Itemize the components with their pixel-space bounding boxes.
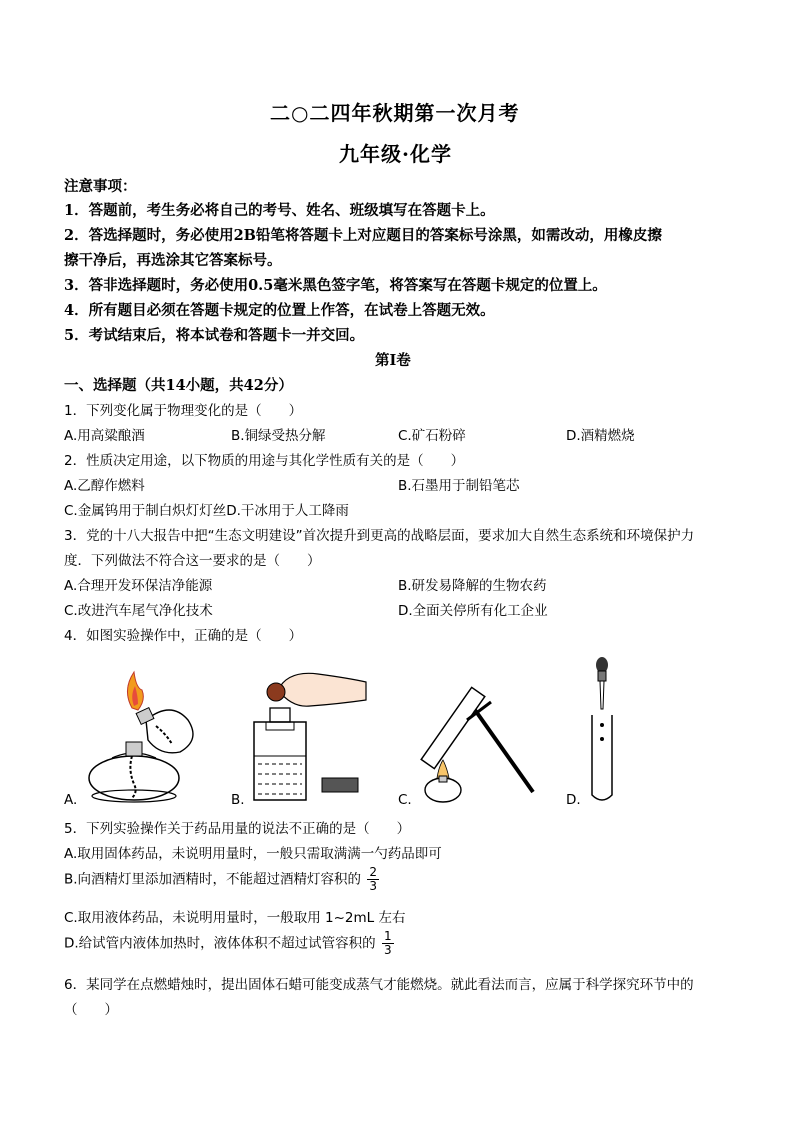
q4-option-b: B.	[231, 792, 245, 808]
q1-option-d: D.酒精燃烧	[566, 428, 635, 444]
q4-option-c: C.	[398, 792, 412, 808]
q6-stem-2: （ ）	[64, 1002, 118, 1018]
q1-stem: 1．下列变化属于物理变化的是（ ）	[64, 403, 303, 419]
notice-item: 1．答题前，考生务必将自己的考号、姓名、班级填写在答题卡上。	[64, 202, 495, 219]
notice-item: 4．所有题目必须在答题卡规定的位置上作答，在试卷上答题无效。	[64, 302, 495, 319]
q4-option-a: A.	[64, 792, 78, 808]
q5-option-c: C.取用液体药品，未说明用量时，一般取用 1~2mL 左右	[64, 910, 406, 926]
q5-stem: 5．下列实验操作关于药品用量的说法不正确的是（ ）	[64, 821, 411, 837]
notice-item: 3．答非选择题时，务必使用0.5毫米黑色签字笔，将答案写在答题卡规定的位置上。	[64, 277, 607, 294]
q3-option-a: A.合理开发环保洁净能源	[64, 578, 213, 594]
q2-stem: 2．性质决定用途，以下物质的用途与其化学性质有关的是（ ）	[64, 453, 465, 469]
q4-stem: 4．如图实验操作中，正确的是（ ）	[64, 628, 303, 644]
section-heading: 一、选择题（共14小题，共42分）	[64, 377, 293, 394]
notice-heading: 注意事项：	[64, 178, 137, 195]
q3-option-b: B.研发易降解的生物农药	[398, 578, 547, 594]
q5-option-d-text: D.给试管内液体加热时，液体体积不超过试管容积的	[64, 935, 376, 952]
q1-option-c: C.矿石粉碎	[398, 428, 466, 444]
q2-option-a: A.乙醇作燃料	[64, 478, 145, 494]
figure-a-alcohol-lamp-icon	[76, 660, 206, 805]
notice-item: 擦干净后，再选涂其它答案标号。	[64, 252, 282, 269]
q6-stem-1: 6．某同学在点燃蜡烛时，提出固体石蜡可能变成蒸气才能燃烧。就此看法而言，应属于科学探究环节中的	[64, 977, 694, 993]
exam-title: 二○二四年秋期第一次月考	[270, 101, 520, 125]
notice-item: 5．考试结束后，将本试卷和答题卡一并交回。	[64, 327, 365, 344]
q1-option-b: B.铜绿受热分解	[231, 428, 326, 444]
exam-subtitle: 九年级·化学	[339, 142, 452, 166]
fraction-one-third: $\frac{1}{3}$	[383, 929, 392, 957]
figure-b-bottle-stopper-icon	[248, 660, 368, 805]
notice-item: 2．答选择题时，务必使用2B铅笔将答题卡上对应题目的答案标号涂黑，如需改动，用橡皮擦	[64, 227, 662, 244]
q1-option-a: A.用高粱酿酒	[64, 428, 145, 444]
q3-option-d: D.全面关停所有化工企业	[398, 603, 548, 619]
q5-option-b	[64, 866, 381, 893]
figure-d-dropper-icon	[588, 655, 628, 805]
q3-option-c: C.改进汽车尾气净化技术	[64, 603, 213, 619]
q2-option-cd: C.金属钨用于制白炽灯灯丝D.干冰用于人工降雨	[64, 503, 349, 519]
q3-stem-2: 度．下列做法不符合这一要求的是（ ）	[64, 553, 321, 569]
volume-label: 第Ⅰ卷	[375, 352, 411, 369]
q5-option-d	[64, 930, 396, 957]
q3-stem-1: 3．党的十八大报告中把“生态文明建设”首次提升到更高的战略层面，要求加大自然生态系统和环境保护力	[64, 528, 695, 544]
q5-option-a: A.取用固体药品，未说明用量时，一般只需取满满一勺药品即可	[64, 846, 442, 862]
figure-c-heating-tube-icon	[415, 680, 545, 805]
q5-option-b-text: B.向酒精灯里添加酒精时，不能超过酒精灯容积的	[64, 871, 362, 888]
fraction-two-thirds: $\frac{2}{3}$	[369, 865, 377, 893]
q4-option-d: D.	[566, 792, 581, 808]
q2-option-b: B.石墨用于制铅笔芯	[398, 478, 520, 494]
